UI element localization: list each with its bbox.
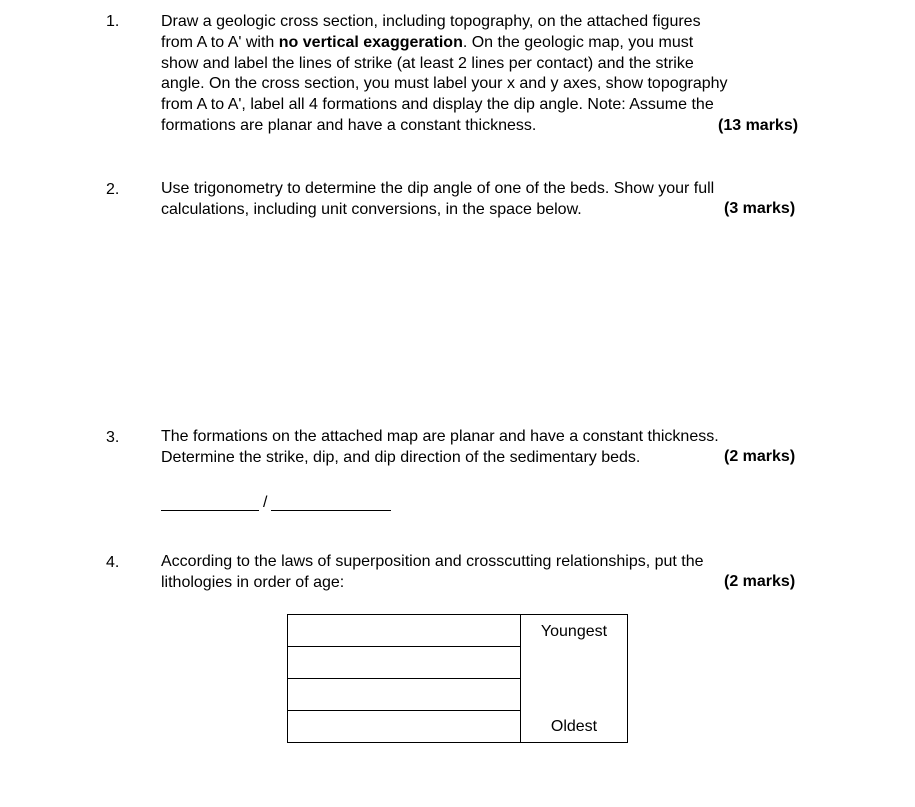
answer-separator: / <box>263 494 268 511</box>
question-2-line: calculations, including unit conversions, in the space below. <box>161 200 582 218</box>
question-4-line: lithologies in order of age: <box>161 573 345 591</box>
question-4-number: 4. <box>106 554 120 571</box>
strike-answer-blank[interactable] <box>161 510 259 511</box>
question-4-marks: (2 marks) <box>724 573 796 590</box>
question-1-line: from A to A' with no vertical exaggeration. On the geologic map, you must <box>161 33 694 51</box>
question-1-number: 1. <box>106 13 120 30</box>
question-3-number: 3. <box>106 429 120 446</box>
age-answer-cell[interactable] <box>288 615 521 647</box>
question-3-line: The formations on the attached map are planar and have a constant thickness. <box>161 428 719 445</box>
question-1-line: from A to A', label all 4 formations and display the dip angle. Note: Assume the <box>161 96 714 114</box>
question-1-text <box>161 12 811 137</box>
question-3-marks: (2 marks) <box>724 448 796 465</box>
question-4-line: According to the laws of superposition and crosscutting relationships, put the <box>161 553 704 570</box>
oldest-label: Oldest <box>550 718 598 735</box>
strike-dip-answer-blanks <box>161 494 393 514</box>
question-2-marks: (3 marks) <box>724 200 796 217</box>
question-4-text <box>161 552 811 594</box>
question-1-line: show and label the lines of strike (at least 2 lines per contact) and the strike <box>161 54 694 72</box>
question-1-line: angle. On the cross section, you must label your x and y axes, show topography <box>161 75 728 93</box>
youngest-label: Youngest <box>540 623 608 640</box>
question-1-line: Draw a geologic cross section, including topography, on the attached figures <box>161 13 701 30</box>
question-1-marks: (13 marks) <box>718 117 799 134</box>
question-2-text <box>161 179 811 221</box>
question-3-text <box>161 427 811 469</box>
age-order-table <box>287 614 628 743</box>
age-answer-cell[interactable] <box>288 647 521 679</box>
question-3-line: Determine the strike, dip, and dip direction of the sedimentary beds. <box>161 448 641 466</box>
age-answer-cell[interactable] <box>288 679 521 711</box>
question-1-line: formations are planar and have a constant thickness. <box>161 116 537 134</box>
question-2-number: 2. <box>106 181 120 198</box>
age-label-cell <box>521 615 628 743</box>
table-row <box>288 615 628 647</box>
age-answer-cell[interactable] <box>288 711 521 743</box>
question-2-line: Use trigonometry to determine the dip angle of one of the beds. Show your full <box>161 180 715 197</box>
dip-answer-blank[interactable] <box>271 510 391 511</box>
emphasis-text: no vertical exaggeration <box>278 33 463 51</box>
